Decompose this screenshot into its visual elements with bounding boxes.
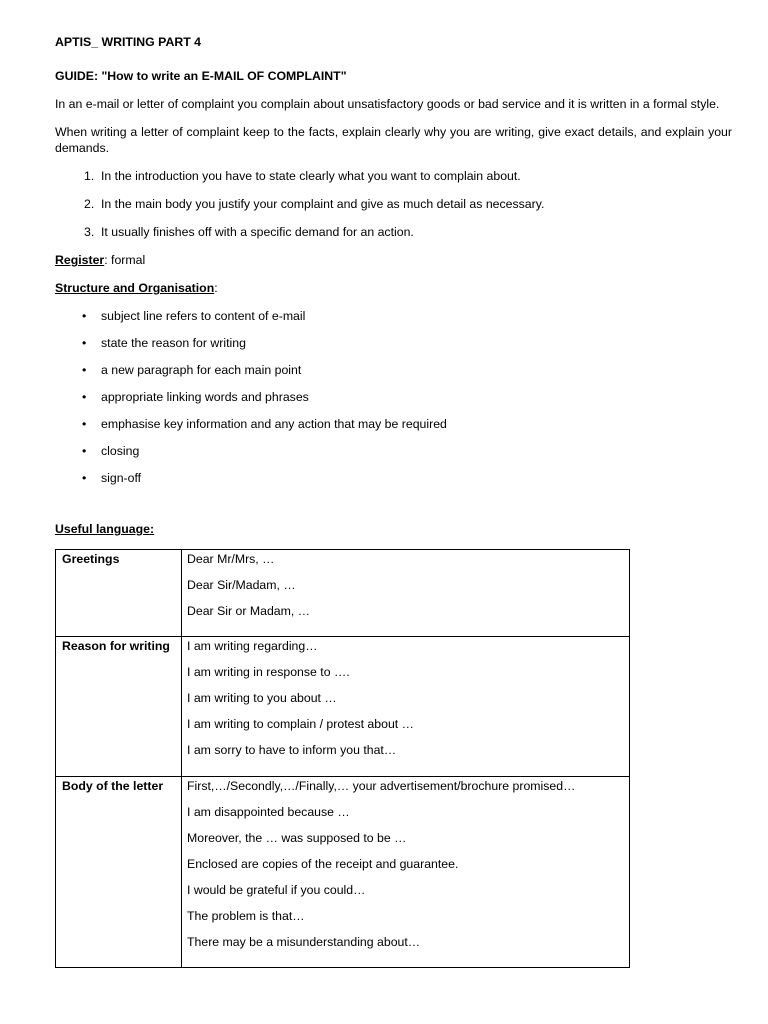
bullet-icon: • xyxy=(82,471,87,485)
structure-list xyxy=(55,308,732,486)
list-item xyxy=(55,362,732,378)
list-item xyxy=(55,470,732,486)
bullet-icon: • xyxy=(82,336,87,350)
list-item-text: state the reason for writing xyxy=(101,336,246,350)
step-text: In the main body you justify your complaint and give as much detail as necessary. xyxy=(101,197,545,211)
structure-heading xyxy=(55,280,732,296)
register-value: : formal xyxy=(104,253,146,267)
register-line xyxy=(55,252,732,268)
phrases-cell xyxy=(182,637,630,777)
phrase: I am sorry to have to inform you that… xyxy=(187,743,397,757)
list-item-text: sign-off xyxy=(101,471,142,485)
phrase: Dear Sir/Madam, … xyxy=(187,578,296,592)
structure-suffix: : xyxy=(214,281,218,295)
phrases-cell xyxy=(182,550,630,637)
table-row xyxy=(56,550,630,637)
guide-heading: GUIDE: "How to write an E-MAIL OF COMPLAINT" xyxy=(55,69,347,83)
document-page xyxy=(55,34,732,968)
steps-list xyxy=(55,168,732,240)
list-item xyxy=(55,224,732,240)
row-label: Body of the letter xyxy=(56,777,182,968)
list-item-text: subject line refers to content of e-mail xyxy=(101,309,306,323)
phrase: I am disappointed because … xyxy=(187,805,350,819)
bullet-icon: • xyxy=(82,363,87,377)
row-label: Greetings xyxy=(56,550,182,637)
structure-label: Structure and Organisation xyxy=(55,281,215,295)
list-item xyxy=(55,196,732,212)
phrase: First,…/Secondly,…/Finally,… your advertisement/brochure promised… xyxy=(187,779,576,793)
phrase: I am writing in response to …. xyxy=(187,665,350,679)
phrase: The problem is that… xyxy=(187,909,305,923)
step-number: 3. xyxy=(84,225,95,239)
phrase: I am writing to complain / protest about … xyxy=(187,717,414,731)
list-item-text: closing xyxy=(101,444,140,458)
list-item xyxy=(55,335,732,351)
phrases-cell xyxy=(182,777,630,968)
list-item xyxy=(55,308,732,324)
bullet-icon: • xyxy=(82,444,87,458)
table-row xyxy=(56,637,630,777)
phrase: There may be a misunderstanding about… xyxy=(187,935,421,949)
list-item xyxy=(55,168,732,184)
bullet-icon: • xyxy=(82,417,87,431)
useful-language-heading: Useful language: xyxy=(55,522,155,536)
row-label: Reason for writing xyxy=(56,637,182,777)
list-item-text: a new paragraph for each main point xyxy=(101,363,302,377)
step-text: In the introduction you have to state clearly what you want to complain about. xyxy=(101,169,521,183)
phrase: I would be grateful if you could… xyxy=(187,883,366,897)
register-label: Register xyxy=(55,253,105,267)
phrase: I am writing regarding… xyxy=(187,639,318,653)
intro-paragraph-1: In an e-mail or letter of complaint you complain about unsatisfactory goods or bad service and it is written in a formal style. xyxy=(55,97,720,111)
phrase: Moreover, the … was supposed to be … xyxy=(187,831,407,845)
step-number: 1. xyxy=(84,169,95,183)
phrase: I am writing to you about … xyxy=(187,691,337,705)
list-item xyxy=(55,443,732,459)
useful-language-table xyxy=(55,549,630,968)
list-item xyxy=(55,416,732,432)
document-title: APTIS_ WRITING PART 4 xyxy=(55,35,201,49)
table-row xyxy=(56,777,630,968)
list-item-text: emphasise key information and any action that may be required xyxy=(101,417,447,431)
phrase: Dear Sir or Madam, … xyxy=(187,604,310,618)
intro-paragraph-2: When writing a letter of complaint keep to the facts, explain clearly why you are writing, give exact details, and explain your demands. xyxy=(55,125,732,155)
phrase: Enclosed are copies of the receipt and guarantee. xyxy=(187,857,459,871)
step-number: 2. xyxy=(84,197,95,211)
step-text: It usually finishes off with a specific demand for an action. xyxy=(101,225,414,239)
bullet-icon: • xyxy=(82,309,87,323)
list-item xyxy=(55,389,732,405)
bullet-icon: • xyxy=(82,390,87,404)
list-item-text: appropriate linking words and phrases xyxy=(101,390,309,404)
phrase: Dear Mr/Mrs, … xyxy=(187,552,275,566)
